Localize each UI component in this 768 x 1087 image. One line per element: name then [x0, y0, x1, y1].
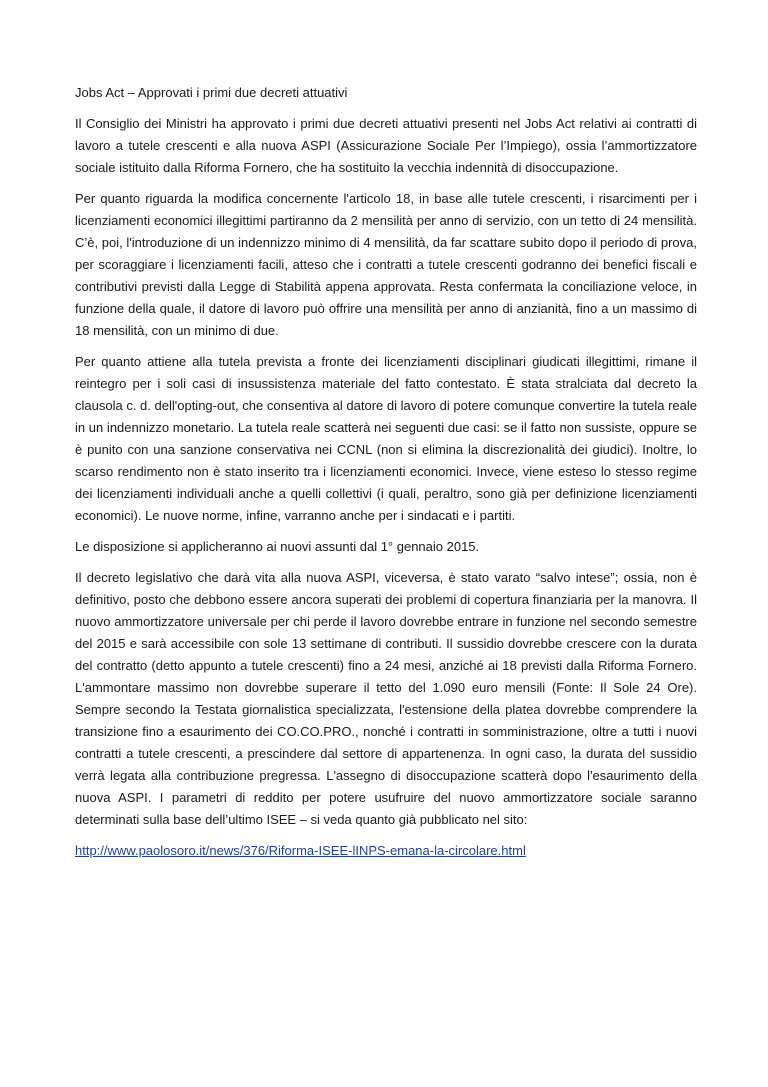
- source-link[interactable]: http://www.paolosoro.it/news/376/Riforma-ISEE-lINPS-emana-la-circolare.html: [75, 843, 526, 858]
- document-page: [75, 82, 697, 871]
- paragraph-disposizioni: Le disposizione si applicheranno ai nuovi assunti dal 1° gennaio 2015.: [75, 539, 480, 554]
- paragraph-licenziamenti-disciplinari: Per quanto attiene alla tutela prevista a fronte dei licenziamenti disciplinari giudicati illegittimi, rimane il reintegro per i soli casi di insussistenza materiale del fatto contestato. È stata stralciata dal decreto la clausola c. d. dell'opting-out, che consentiva al datore di lavoro di potere comunque convertire la tutela reale in un indennizzo monetario. La tutela reale scatterà nei seguenti due casi: se il fatto non sussiste, oppure se è punito con una sanzione conservativa nei CCNL (non si elimina la discrezionalità dei giudici). Inoltre, lo scarso rendimento non è stato inserito tra i licenziamenti economici. Invece, viene esteso lo stesso regime dei licenziamenti individuali anche a quelli collettivi (i quali, peraltro, sono già per definizione licenziamenti economici). Le nuove norme, infine, varranno anche per i sindacati e i partiti.: [75, 354, 697, 523]
- paragraph-nuova-aspi: Il decreto legislativo che darà vita alla nuova ASPI, viceversa, è stato varato “salvo intese”; ossia, non è definitivo, posto che debbono essere ancora superati dei problemi di copertura finanziaria per la manovra. Il nuovo ammortizzatore universale per chi perde il lavoro dovrebbe entrare in funzione nel secondo semestre del 2015 e sarà accessibile con sole 13 settimane di contributi. Il sussidio dovrebbe crescere con la durata del contratto (detto appunto a tutele crescenti) fino a 24 mesi, anziché ai 18 previsti dalla Riforma Fornero. L'ammontare massimo non dovrebbe superare il tetto del 1.090 euro mensili (Fonte: Il Sole 24 Ore). Sempre secondo la Testata giornalistica specializzata, l'estensione della platea dovrebbe comprendere la transizione fino a esaurimento dei CO.CO.PRO., nonché i contratti in somministrazione, oltre a tutti i nuovi contratti a tutele crescenti, a prescindere dal settore di appartenenza. In ogni caso, la durata del sussidio verrà legata alla contribuzione pregressa. L'assegno di disoccupazione scatterà dopo l'esaurimento della nuova ASPI. I parametri di reddito per potere usufruire del nuovo ammortizzatore sociale saranno determinati sulla base dell’ultimo ISEE – si veda quanto già pubblicato nel sito:: [75, 570, 697, 827]
- document-title: Jobs Act – Approvati i primi due decreti attuativi: [75, 85, 348, 100]
- link-paragraph: [75, 840, 697, 862]
- paragraph-intro: Il Consiglio dei Ministri ha approvato i primi due decreti attuativi presenti nel Jobs Act relativi ai contratti di lavoro a tutele crescenti e alla nuova ASPI (Assicurazione Sociale Per l’Impiego), ossia l’ammortizzatore sociale istituito dalla Riforma Fornero, che ha sostituito la vecchia indennità di disoccupazione.: [75, 116, 697, 175]
- paragraph-articolo-18: Per quanto riguarda la modifica concernente l'articolo 18, in base alle tutele crescenti, i risarcimenti per i licenziamenti economici illegittimi partiranno da 2 mensilità per anno di servizio, con un tetto di 24 mensilità. C’è, poi, l'introduzione di un indennizzo minimo di 4 mensilità, da far scattare subito dopo il periodo di prova, per scoraggiare i licenziamenti facili, atteso che i contratti a tutele crescenti godranno dei benefici fiscali e contributivi previsti dalla Legge di Stabilità appena approvata. Resta confermata la conciliazione veloce, in funzione della quale, il datore di lavoro può offrire una mensilità per anno di anzianità, fino a un massimo di 18 mensilità, con un minimo di due.: [75, 191, 697, 338]
